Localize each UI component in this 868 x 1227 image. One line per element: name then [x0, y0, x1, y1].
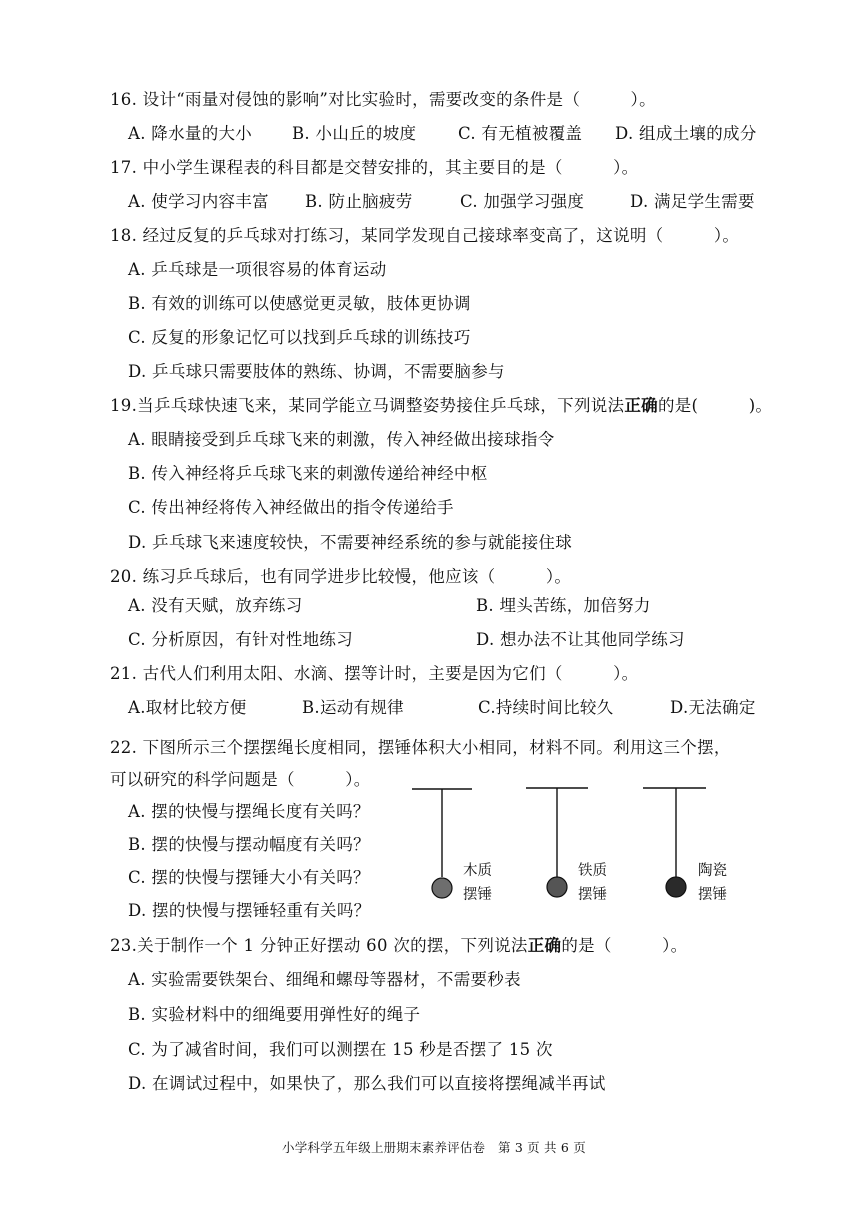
q17-option-c[interactable]: C. 加强学习强度	[460, 192, 585, 211]
q20-stem: 20. 练习乒乓球后，也有同学进步比较慢，他应该（ ）。	[110, 567, 572, 586]
q18-option-d[interactable]: D. 乒乓球只需要肢体的熟练、协调，不需要脑参与	[128, 362, 505, 381]
q22-stem-line1: 22. 下图所示三个摆摆绳长度相同，摆锤体积大小相同，材料不同。利用这三个摆，	[110, 738, 731, 757]
q22-option-b[interactable]: B. 摆的快慢与摆动幅度有关吗？	[128, 835, 370, 854]
q19-option-c[interactable]: C. 传出神经将传入神经做出的指令传递给手	[128, 498, 454, 517]
q23-emphasis: 正确	[527, 936, 562, 955]
q17-option-d[interactable]: D. 满足学生需要	[630, 192, 755, 211]
q18-stem: 18. 经过反复的乒乓球对打练习，某同学发现自己接球率变高了，这说明（ ）。	[110, 226, 740, 245]
q23-option-d[interactable]: D. 在调试过程中，如果快了，那么我们可以直接将摆绳减半再试	[128, 1074, 606, 1093]
q21-option-d[interactable]: D.无法确定	[670, 698, 756, 717]
pendulum-ceramic-bob	[666, 877, 686, 897]
q22-option-a[interactable]: A. 摆的快慢与摆绳长度有关吗？	[128, 802, 370, 821]
q16-stem: 16. 设计“雨量对侵蚀的影响”对比实验时，需要改变的条件是（ ）。	[110, 90, 656, 109]
q20-option-b[interactable]: B. 埋头苦练，加倍努力	[476, 596, 651, 615]
q18-option-c[interactable]: C. 反复的形象记忆可以找到乒乓球的训练技巧	[128, 328, 471, 347]
q19-emphasis: 正确	[624, 396, 658, 415]
q20-option-d[interactable]: D. 想办法不让其他同学练习	[476, 630, 685, 649]
pendulum-wood-label-2: 摆锤	[463, 887, 492, 903]
page-footer	[0, 1138, 868, 1156]
q18-option-b[interactable]: B. 有效的训练可以使感觉更灵敏，肢体更协调	[128, 294, 471, 313]
footer-page-number: 第 3 页 共 6 页	[497, 1140, 586, 1155]
footer-title: 小学科学五年级上册期末素养评估卷	[282, 1140, 486, 1155]
q16-option-b[interactable]: B. 小山丘的坡度	[292, 124, 417, 143]
pendulum-iron-label-2: 摆锤	[578, 887, 607, 903]
q21-option-b[interactable]: B.运动有规律	[302, 698, 404, 717]
q16-option-c[interactable]: C. 有无植被覆盖	[458, 124, 583, 143]
q22-stem-line2: 可以研究的科学问题是（ ）。	[110, 770, 371, 789]
pendulum-iron-label-1: 铁质	[578, 863, 607, 879]
q23-stem: 23.关于制作一个 1 分钟正好摆动 60 次的摆，下列说法正确的是（ ）。	[110, 936, 688, 955]
q19-option-a[interactable]: A. 眼睛接受到乒乓球飞来的刺激，传入神经做出接球指令	[128, 430, 555, 449]
q21-stem: 21. 古代人们利用太阳、水滴、摆等计时，主要是因为它们（ ）。	[110, 664, 639, 683]
q18-option-a[interactable]: A. 乒乓球是一项很容易的体育运动	[128, 260, 387, 279]
q19-option-b[interactable]: B. 传入神经将乒乓球飞来的刺激传递给神经中枢	[128, 464, 488, 483]
q17-option-a[interactable]: A. 使学习内容丰富	[128, 192, 269, 211]
q21-option-c[interactable]: C.持续时间比较久	[478, 698, 614, 717]
q21-option-a[interactable]: A.取材比较方便	[128, 698, 247, 717]
q17-stem: 17. 中小学生课程表的科目都是交替安排的，其主要目的是（ ）。	[110, 158, 639, 177]
q23-option-b[interactable]: B. 实验材料中的细绳要用弹性好的绳子	[128, 1005, 421, 1024]
q23-option-a[interactable]: A. 实验需要铁架台、细绳和螺母等器材，不需要秒表	[128, 970, 521, 989]
q20-option-a[interactable]: A. 没有天赋，放弃练习	[128, 596, 303, 615]
q22-option-c[interactable]: C. 摆的快慢与摆锤大小有关吗？	[128, 868, 370, 887]
q16-option-a[interactable]: A. 降水量的大小	[128, 124, 253, 143]
pendulum-ceramic-label-1: 陶瓷	[698, 863, 727, 879]
q22-option-d[interactable]: D. 摆的快慢与摆锤轻重有关吗？	[128, 901, 371, 920]
q19-option-d[interactable]: D. 乒乓球飞来速度较快，不需要神经系统的参与就能接住球	[128, 533, 573, 552]
q17-option-b[interactable]: B. 防止脑疲劳	[305, 192, 413, 211]
pendulum-wood-label-1: 木质	[463, 863, 492, 879]
pendulum-wood-bob	[432, 878, 452, 898]
q23-option-c[interactable]: C. 为了减省时间，我们可以测摆在 15 秒是否摆了 15 次	[128, 1040, 553, 1059]
pendulum-ceramic-label-2: 摆锤	[698, 887, 727, 903]
q19-stem: 19.当乒乓球快速飞来，某同学能立马调整姿势接住乒乓球，下列说法正确的是( )。	[110, 396, 773, 415]
q20-option-c[interactable]: C. 分析原因，有针对性地练习	[128, 630, 354, 649]
pendulum-iron-bob	[547, 877, 567, 897]
q16-option-d[interactable]: D. 组成土壤的成分	[615, 124, 757, 143]
pendulum-ceramic	[643, 788, 706, 897]
